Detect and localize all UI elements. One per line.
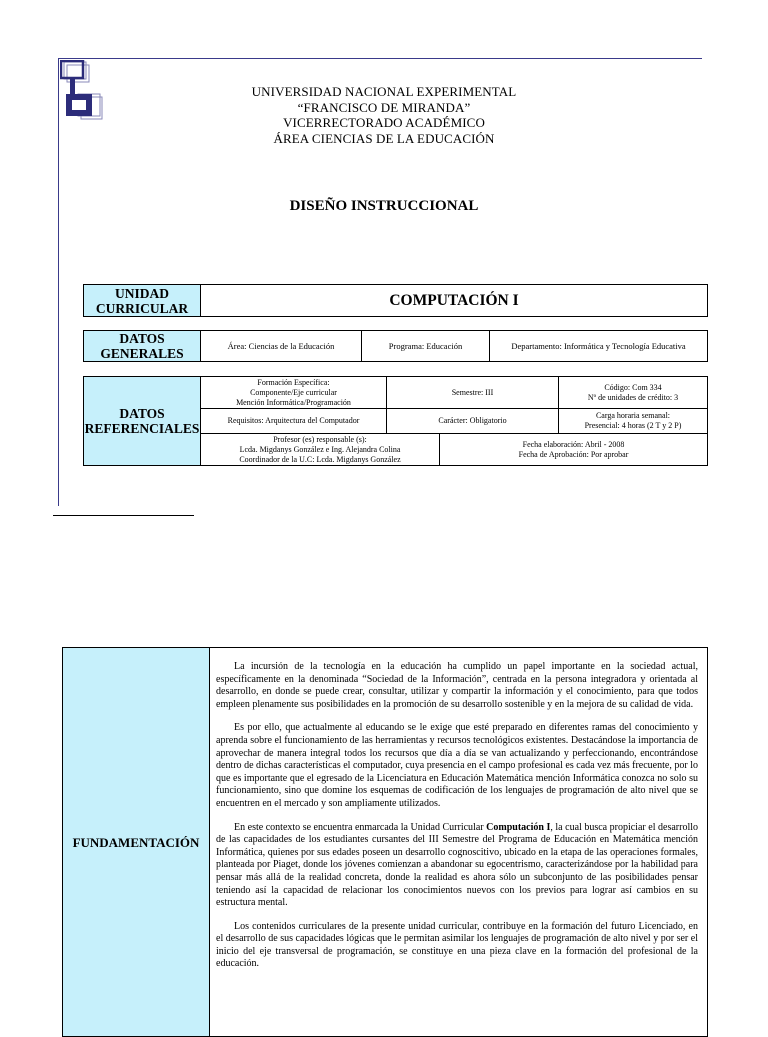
semestre-cell — [386, 377, 558, 408]
area-cell — [201, 331, 361, 361]
programa-text: Programa: Educación — [388, 341, 463, 351]
profesor-line3: Coordinador de la U.C: Lcda. Migdanys González — [239, 454, 401, 464]
top-rule — [58, 58, 702, 59]
unidad-label-line1: UNIDAD — [114, 285, 169, 301]
profesor-line1: Profesor (es) responsable (s): — [273, 434, 367, 444]
fecha-cell — [439, 434, 707, 465]
generales-label-line2: GENERALES — [100, 346, 184, 361]
header-line-vicerrectorado: VICERRECTORADO ACADÉMICO — [283, 115, 485, 130]
unidad-curricular-value-cell — [200, 284, 708, 317]
profesor-line2: Lcda. Migdanys González e Ing. Alejandra Colina — [239, 444, 401, 454]
datos-referenciales-grid — [200, 376, 708, 466]
formacion-cell — [201, 377, 386, 408]
institution-header — [150, 84, 618, 146]
unidad-curricular-value: COMPUTACIÓN I — [389, 291, 519, 309]
profesor-cell — [201, 434, 439, 465]
carga-line1: Carga horaria semanal: — [595, 411, 671, 420]
fecha-line1: Fecha elaboración: Abril - 2008 — [522, 439, 625, 449]
codigo-line2: Nº de unidades de crédito: 3 — [587, 392, 679, 402]
header-line-area: ÁREA CIENCIAS DE LA EDUCACIÓN — [273, 130, 495, 146]
fecha-line2: Fecha de Aprobación: Por aprobar — [518, 449, 629, 459]
unidad-curricular-label — [83, 284, 201, 317]
caracter-text: Carácter: Obligatorio — [438, 416, 507, 425]
datos-referenciales-label — [83, 376, 201, 466]
formacion-line1: Formación Específica: — [257, 377, 330, 387]
document-title: DISEÑO INSTRUCCIONAL — [289, 198, 479, 214]
caracter-cell — [386, 409, 558, 433]
requisitos-cell — [201, 409, 386, 433]
codigo-cell — [558, 377, 707, 408]
codigo-line1: Código: Com 334 — [604, 382, 662, 392]
p3-text-bold: Computación I — [486, 821, 551, 833]
semestre-text: Semestre: III — [451, 387, 494, 397]
formacion-line2: Componente/Eje curricular — [250, 387, 337, 397]
programa-cell — [361, 331, 489, 361]
fundamentacion-body — [209, 647, 708, 1037]
fundamentacion-label — [62, 647, 210, 1037]
university-logo-icon — [60, 60, 104, 124]
carga-line2: Presencial: 4 horas (2 T y 2 P) — [584, 421, 682, 430]
unidad-label-line2: CURRICULAR — [95, 300, 189, 316]
p3-text-after: , la cual busca propiciar el desarrollo de las capacidades de los estudiantes cursantes del III Semestre del Programa de Educación en Matemática mención Informática, quienes por sus edades poseen un desarrollo cognoscitivo, ubicado en la etapa de las operaciones formales, planteada por Piaget, donde los jóvenes comienzan a abandonar su egocentrismo, caracterizándose por la habilidad para pensar más allá de la realidad concreta, donde la realidad es ahora sólo un subconjunto de las posibilidades pensar teniendo así la capacidad de relacionar los conocimientos nuevos con los previos para lograr así cambios en su estructura mental. — [216, 821, 698, 909]
departamento-cell — [489, 331, 707, 361]
datos-generales-label — [83, 330, 201, 362]
referenciales-label-line2: REFERENCIALES — [84, 421, 200, 436]
generales-label-line1: DATOS — [119, 331, 165, 346]
fundamentacion-paragraph-3 — [216, 822, 698, 910]
requisitos-text: Requisitos: Arquitectura del Computador — [227, 416, 360, 425]
fundamentacion-label-text: FUNDAMENTACIÓN — [72, 834, 200, 850]
footnote-rule — [53, 515, 194, 516]
area-text: Área: Ciencias de la Educación — [227, 341, 335, 351]
left-rule — [58, 58, 59, 506]
fundamentacion-paragraph-2: Es por ello, que actualmente al educando se le exige que esté preparado en diferentes ramas del conocimiento y aprenda sobre el funcionamiento de las herramientas y recursos tecnológicos existentes. Destacándose la importancia de aprovechar de manera integral todos los recursos que día a día se van actualizando y perfeccionando, encontrándose dentro de dichas características el computador, cuya presencia en el campo profesional es cada vez más frecuente, por lo que es importante que el egresado de la Licenciatura en Educación Matemática mención Informática conozca no solo su funcionamiento, sino que domine los esquemas de codificación de los lenguajes de programación de alto nivel que se encuentren en el mercado y son ampliamente utilizados. — [216, 722, 698, 809]
fundamentacion-paragraph-4: Los contenidos curriculares de la presente unidad curricular, contribuye en la formación del futuro Licenciado, en el desarrollo de sus capacidades lógicas que le permitan asimilar los lenguajes de programación de alto nivel y por ser el inicio del eje transversal de programación, se constituye en una pieza clave en la formación del profesional de la educación. — [216, 920, 698, 970]
p3-text-before: En este contexto se encuentra enmarcada la Unidad Curricular — [234, 821, 487, 833]
datos-generales-row — [200, 330, 708, 362]
carga-cell — [558, 409, 707, 433]
header-line-university: UNIVERSIDAD NACIONAL EXPERIMENTAL — [251, 84, 517, 99]
fundamentacion-paragraph-1: La incursión de la tecnología en la educación ha cumplido un papel importante en la sociedad actual, específicamente en la denominada “Sociedad de la Información”, centrada en la persona integradora y orientada al desarrollo, en donde se puede crear, consultar, utilizar y compartir la información y el conocimiento, para que todos empleen plenamente sus posibilidades en la promoción de su desarrollo sostenible y en la mejora de su calidad de vida. — [216, 661, 698, 710]
referenciales-label-line1: DATOS — [119, 406, 165, 421]
departamento-text: Departamento: Informática y Tecnología Educativa — [511, 341, 686, 351]
formacion-line3: Mención Informática/Programación — [236, 397, 351, 407]
header-line-name: “FRANCISCO DE MIRANDA” — [297, 99, 471, 115]
